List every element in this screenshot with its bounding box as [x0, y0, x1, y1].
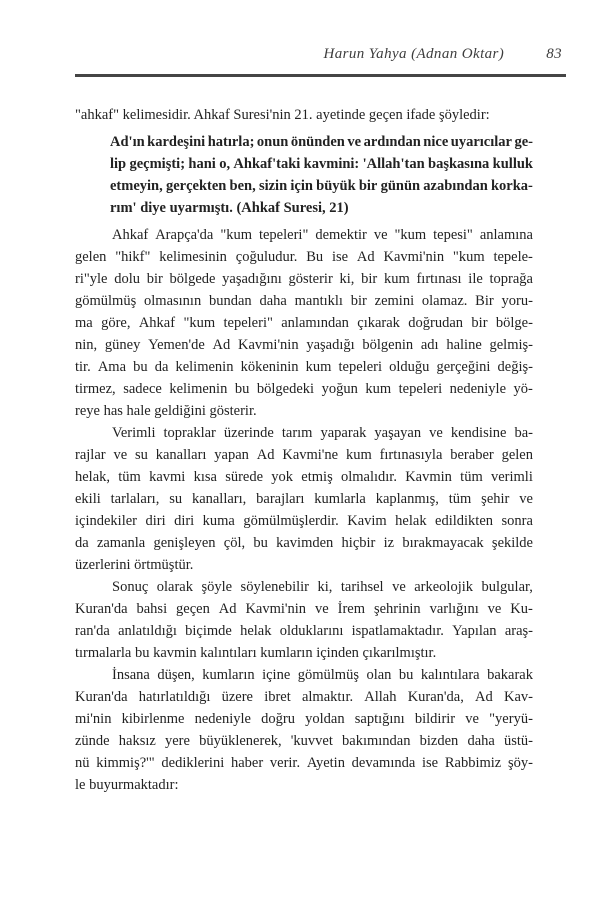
- word: Ahkaf'taki: [233, 156, 301, 172]
- word: 'Allah'tan: [362, 156, 425, 172]
- word: genişleyen: [153, 535, 216, 551]
- word: yapan: [214, 447, 249, 463]
- word: iz: [383, 535, 395, 551]
- word: kuma: [202, 513, 235, 529]
- word: gelen: [501, 447, 533, 463]
- word: mantıklı: [294, 293, 343, 309]
- word: ba-: [514, 425, 533, 441]
- word: Kavmi'nin: [245, 601, 307, 617]
- word: "yeryü-: [489, 711, 533, 727]
- word: geçen: [176, 601, 210, 617]
- word: dolu: [114, 271, 140, 287]
- page-number: 83: [546, 46, 562, 62]
- word: adı: [420, 337, 439, 353]
- word: ibret: [264, 689, 291, 705]
- word: Arapça'da: [155, 227, 214, 243]
- word: ve: [315, 601, 329, 617]
- word: Kuran'da: [75, 689, 128, 705]
- word: zünde: [75, 733, 110, 749]
- word: yaparak: [320, 425, 367, 441]
- word: göre,: [101, 315, 131, 331]
- word: diri: [174, 513, 195, 529]
- word: bakarak: [487, 667, 533, 683]
- text-line: [75, 686, 533, 708]
- word: kaplanmış,: [375, 491, 439, 507]
- word: yoldan: [305, 711, 345, 727]
- word: hiçbir: [341, 535, 376, 551]
- word: demektir: [315, 227, 367, 243]
- paragraph: [75, 664, 533, 796]
- word: 'kuvvet: [290, 733, 333, 749]
- word: düşen,: [157, 667, 195, 683]
- word: ma: [75, 315, 93, 331]
- text-line: [75, 444, 533, 466]
- word: bu: [253, 535, 268, 551]
- word: üstü-: [504, 733, 533, 749]
- word: kumlarla: [314, 491, 366, 507]
- text-line: [75, 268, 533, 290]
- word: anlatıldığı: [118, 623, 177, 639]
- word: yaşadığını: [222, 271, 282, 287]
- word: bildirir: [414, 711, 456, 727]
- word: yö-: [513, 381, 533, 397]
- word: ve: [465, 711, 479, 727]
- word: korka-: [490, 178, 533, 194]
- word: dediklerini: [161, 755, 225, 771]
- word: Ad: [356, 249, 375, 265]
- word: verimli: [490, 469, 533, 485]
- word: gömülmüş: [297, 667, 359, 683]
- header-rule: [75, 74, 566, 77]
- word: kavmini:: [303, 156, 360, 172]
- word: tarihsel: [340, 579, 384, 595]
- word: Ad: [475, 689, 493, 705]
- word: gösterir: [288, 271, 333, 287]
- text-line: [75, 664, 533, 686]
- word: tir.: [75, 359, 91, 375]
- word: bir: [471, 315, 488, 331]
- word: varlığını: [429, 601, 479, 617]
- word: bir: [350, 293, 367, 309]
- word: Yapılan: [452, 623, 497, 639]
- text-line: [75, 290, 533, 312]
- word: da: [154, 359, 169, 375]
- text-line: [110, 175, 533, 197]
- word: Bu: [306, 249, 324, 265]
- text-line: [75, 356, 533, 378]
- word: kendisine: [450, 425, 507, 441]
- word: anlamına: [479, 227, 533, 243]
- word: kardeşini: [147, 134, 206, 150]
- word: ben,: [229, 178, 256, 194]
- word: kanalları: [155, 447, 207, 463]
- body-text: [75, 104, 533, 796]
- text-line: [75, 510, 533, 532]
- word: Ayetin: [306, 755, 345, 771]
- word: Kav-: [503, 689, 533, 705]
- word: olduklarını: [279, 623, 344, 639]
- word: topraklar: [163, 425, 216, 441]
- word: olmalıdır.: [340, 469, 397, 485]
- word: verir.: [269, 755, 301, 771]
- word: beraber: [450, 447, 494, 463]
- word: doğrudan: [408, 315, 464, 331]
- word: "kum: [394, 227, 427, 243]
- word: gerçeğini: [436, 359, 491, 375]
- word: değiş-: [497, 359, 533, 375]
- word: geçmişti;: [129, 156, 186, 172]
- word: hatırla;: [207, 134, 255, 150]
- word: anlamından: [281, 315, 349, 331]
- word: yoru-: [501, 293, 533, 309]
- word: nedeniyle: [194, 711, 251, 727]
- text-line: reye has hale geldiğini gösterir.: [75, 403, 257, 419]
- paragraph: [75, 104, 533, 126]
- word: kibirlenme: [121, 711, 185, 727]
- word: tüm: [460, 469, 483, 485]
- word: gömülmüş: [75, 293, 137, 309]
- word: ve: [519, 491, 533, 507]
- word: "kum: [220, 227, 253, 243]
- word: şöyle: [201, 579, 233, 595]
- word: Sonuç: [112, 579, 149, 595]
- word: bölgede: [169, 271, 216, 287]
- word: kısa: [193, 469, 217, 485]
- word: yaşadığı: [306, 337, 355, 353]
- word: kavmi: [149, 469, 186, 485]
- word: yok: [271, 469, 294, 485]
- word: kum: [345, 447, 372, 463]
- word: haksız: [118, 733, 156, 749]
- word: "hikf": [115, 249, 151, 265]
- word: ile: [468, 271, 483, 287]
- word: etmiş: [301, 469, 333, 485]
- word: kum: [305, 359, 332, 375]
- word: büyük: [316, 178, 356, 194]
- word: ve: [347, 134, 362, 150]
- word: kelimenin: [175, 359, 234, 375]
- word: Kavmi'nin: [383, 249, 445, 265]
- word: Yemen'de: [148, 337, 205, 353]
- word: olan: [366, 667, 392, 683]
- word: çöl,: [223, 535, 246, 551]
- word: tepeleri: [398, 381, 443, 397]
- word: yere: [164, 733, 190, 749]
- word: Ad: [218, 601, 237, 617]
- word: haber: [230, 755, 264, 771]
- word: İnsana: [112, 667, 150, 683]
- word: etmeyin,: [110, 178, 163, 194]
- word: ispatlamaktadır.: [351, 623, 444, 639]
- word: bu: [234, 381, 250, 397]
- text-line: [75, 312, 533, 334]
- word: bırakmayacak: [402, 535, 484, 551]
- word: şekilde: [491, 535, 533, 551]
- verse-quote-block: [110, 131, 533, 219]
- word: ardından: [363, 134, 421, 150]
- word: "kum: [183, 315, 216, 331]
- word: Kavmi'ne: [282, 447, 339, 463]
- word: ge-: [514, 134, 533, 150]
- word: gerçekten: [165, 178, 227, 194]
- word: kanalları,: [191, 491, 247, 507]
- paragraph: [75, 576, 533, 664]
- word: Ad: [212, 337, 231, 353]
- word: kum: [365, 381, 392, 397]
- word: Kavmi'nin: [237, 337, 299, 353]
- word: uyarıcılar: [450, 134, 512, 150]
- word: kelimesinin: [159, 249, 227, 265]
- text-line: [75, 488, 533, 510]
- word: nü: [75, 755, 90, 771]
- running-head-author: Harun Yahya (Adnan Oktar): [323, 46, 505, 62]
- word: kulluk: [492, 156, 533, 172]
- word: olarak: [156, 579, 193, 595]
- word: bölge-: [495, 315, 533, 331]
- word: fırtınası: [416, 271, 462, 287]
- word: Kuran'da,: [407, 689, 464, 705]
- word: edildikten: [435, 513, 494, 529]
- text-line: le buyurmaktadır:: [75, 777, 179, 793]
- word: içine: [262, 667, 291, 683]
- word: nin,: [75, 337, 98, 353]
- word: biçimde: [185, 623, 232, 639]
- word: bulgular,: [481, 579, 533, 595]
- word: bölgedeki: [256, 381, 315, 397]
- word: ekili: [75, 491, 101, 507]
- word: ve: [113, 447, 128, 463]
- word: güney: [104, 337, 141, 353]
- word: çoğuludur.: [235, 249, 298, 265]
- text-line: [75, 466, 533, 488]
- word: kökeninin: [240, 359, 299, 375]
- word: helak,: [75, 469, 111, 485]
- text-line: tırmalarla bu kavmin kalıntıları kumların içinden çıkarılmıştır.: [75, 645, 437, 661]
- word: gelen: [75, 249, 107, 265]
- word: tepele-: [493, 249, 533, 265]
- word: kimmiş?'": [96, 755, 155, 771]
- word: büyüklenerek,: [199, 733, 282, 749]
- word: tarlaları,: [110, 491, 160, 507]
- word: fırtınasıyla: [379, 447, 443, 463]
- word: ve: [487, 601, 502, 617]
- word: ki,: [317, 579, 333, 595]
- word: için: [290, 178, 313, 194]
- word: araş-: [504, 623, 533, 639]
- word: kavimden: [276, 535, 334, 551]
- word: gelmiş-: [489, 337, 533, 353]
- word: yoğun: [321, 381, 358, 397]
- word: haline: [446, 337, 482, 353]
- word: daha: [467, 733, 495, 749]
- text-line: [75, 752, 533, 774]
- word: Ad'ın: [110, 134, 145, 150]
- word: bir: [358, 178, 378, 194]
- word: tepesi": [433, 227, 473, 243]
- word: "kum: [452, 249, 485, 265]
- word: doğru: [261, 711, 295, 727]
- word: sonra: [501, 513, 533, 529]
- word: ri"yle: [75, 271, 108, 287]
- word: helak: [240, 623, 272, 639]
- word: şehir: [481, 491, 510, 507]
- word: kalıntılara: [420, 667, 480, 683]
- word: Kavmin: [405, 469, 452, 485]
- word: devamında: [351, 755, 416, 771]
- text-line: [75, 532, 533, 554]
- word: olduğu: [389, 359, 430, 375]
- text-line: [75, 378, 533, 400]
- word: Rabbimiz: [444, 755, 502, 771]
- word: ve: [429, 425, 443, 441]
- word: onun: [256, 134, 289, 150]
- word: söylenebilir: [240, 579, 310, 595]
- word: azabından: [423, 178, 488, 194]
- word: almaktır.: [301, 689, 354, 705]
- word: tarım: [281, 425, 313, 441]
- word: Ahkaf: [112, 227, 149, 243]
- word: şehrinin: [373, 601, 421, 617]
- word: tepeleri": [223, 315, 273, 331]
- word: barajları: [256, 491, 305, 507]
- word: olmasının: [144, 293, 202, 309]
- word: üzerinde: [223, 425, 274, 441]
- running-header: [75, 46, 566, 63]
- text-line: [75, 730, 533, 752]
- word: bizden: [419, 733, 459, 749]
- word: Verimli: [112, 425, 156, 441]
- word: sadece: [123, 381, 162, 397]
- text-line: rım' diye uyarmıştı. (Ahkaf Suresi, 21): [110, 200, 349, 216]
- word: şöy-: [507, 755, 533, 771]
- word: tepeleri: [338, 359, 383, 375]
- word: ve: [373, 227, 388, 243]
- text-line: [75, 246, 533, 268]
- word: kumların: [202, 667, 255, 683]
- word: Allah: [364, 689, 397, 705]
- text-line: [110, 153, 533, 175]
- word: bir: [146, 271, 163, 287]
- word: ki,: [339, 271, 355, 287]
- word: arkeolojik: [414, 579, 474, 595]
- word: nedeniyle: [449, 381, 507, 397]
- word: içindekiler: [75, 513, 138, 529]
- word: Bir: [475, 293, 494, 309]
- word: diri: [145, 513, 166, 529]
- word: bakımından: [342, 733, 411, 749]
- text-line: [75, 224, 533, 246]
- word: bundan: [209, 293, 252, 309]
- word: o,: [219, 156, 231, 172]
- word: saptığını: [354, 711, 405, 727]
- word: önünden: [290, 134, 345, 150]
- word: olamaz.: [421, 293, 468, 309]
- text-line: [75, 598, 533, 620]
- word: tepeleri": [258, 227, 309, 243]
- text-line: "ahkaf" kelimesidir. Ahkaf Suresi'nin 21. ayetinde geçen ifade şöyledir:: [75, 107, 490, 123]
- word: kelimenin: [169, 381, 228, 397]
- text-line: [75, 620, 533, 642]
- word: rajlar: [75, 447, 106, 463]
- word: gömülmüşlerdir.: [243, 513, 339, 529]
- text-line: [75, 576, 533, 598]
- word: Kuran'da: [75, 601, 128, 617]
- word: lip: [110, 156, 127, 172]
- word: su: [169, 491, 183, 507]
- word: mi'nin: [75, 711, 112, 727]
- word: ise: [422, 755, 439, 771]
- word: hatırlatıldığı: [138, 689, 211, 705]
- word: bu: [133, 359, 148, 375]
- word: günün: [380, 178, 421, 194]
- word: helak: [395, 513, 427, 529]
- word: tüm: [118, 469, 141, 485]
- word: üzere: [221, 689, 253, 705]
- word: su: [134, 447, 148, 463]
- word: sürede: [225, 469, 264, 485]
- text-line: [75, 422, 533, 444]
- word: sizin: [258, 178, 288, 194]
- text-line: [75, 334, 533, 356]
- word: başkasına: [428, 156, 490, 172]
- word: Ahkaf: [138, 315, 176, 331]
- word: ran'da: [75, 623, 110, 639]
- word: bu: [398, 667, 414, 683]
- word: İrem: [337, 601, 365, 617]
- text-line: [75, 708, 533, 730]
- word: Kavim: [347, 513, 387, 529]
- word: kum: [383, 271, 410, 287]
- text-line: [110, 131, 533, 153]
- word: Ama: [97, 359, 126, 375]
- paragraph: [75, 422, 533, 576]
- word: bahsi: [136, 601, 168, 617]
- word: nice: [423, 134, 449, 150]
- word: Ad: [256, 447, 275, 463]
- word: bölgenin: [362, 337, 414, 353]
- word: daha: [259, 293, 287, 309]
- word: tüm: [448, 491, 472, 507]
- word: yaşayan: [374, 425, 422, 441]
- word: bir: [361, 271, 378, 287]
- word: ise: [331, 249, 349, 265]
- paragraph: [75, 224, 533, 422]
- text-line: üzerlerini örtmüştür.: [75, 557, 194, 573]
- word: zamanla: [96, 535, 146, 551]
- word: tirmez,: [75, 381, 116, 397]
- word: da: [75, 535, 89, 551]
- word: zemini: [374, 293, 415, 309]
- word: toprağa: [489, 271, 533, 287]
- word: hani: [188, 156, 216, 172]
- word: Ku-: [510, 601, 533, 617]
- word: çıkarak: [357, 315, 400, 331]
- word: ve: [392, 579, 406, 595]
